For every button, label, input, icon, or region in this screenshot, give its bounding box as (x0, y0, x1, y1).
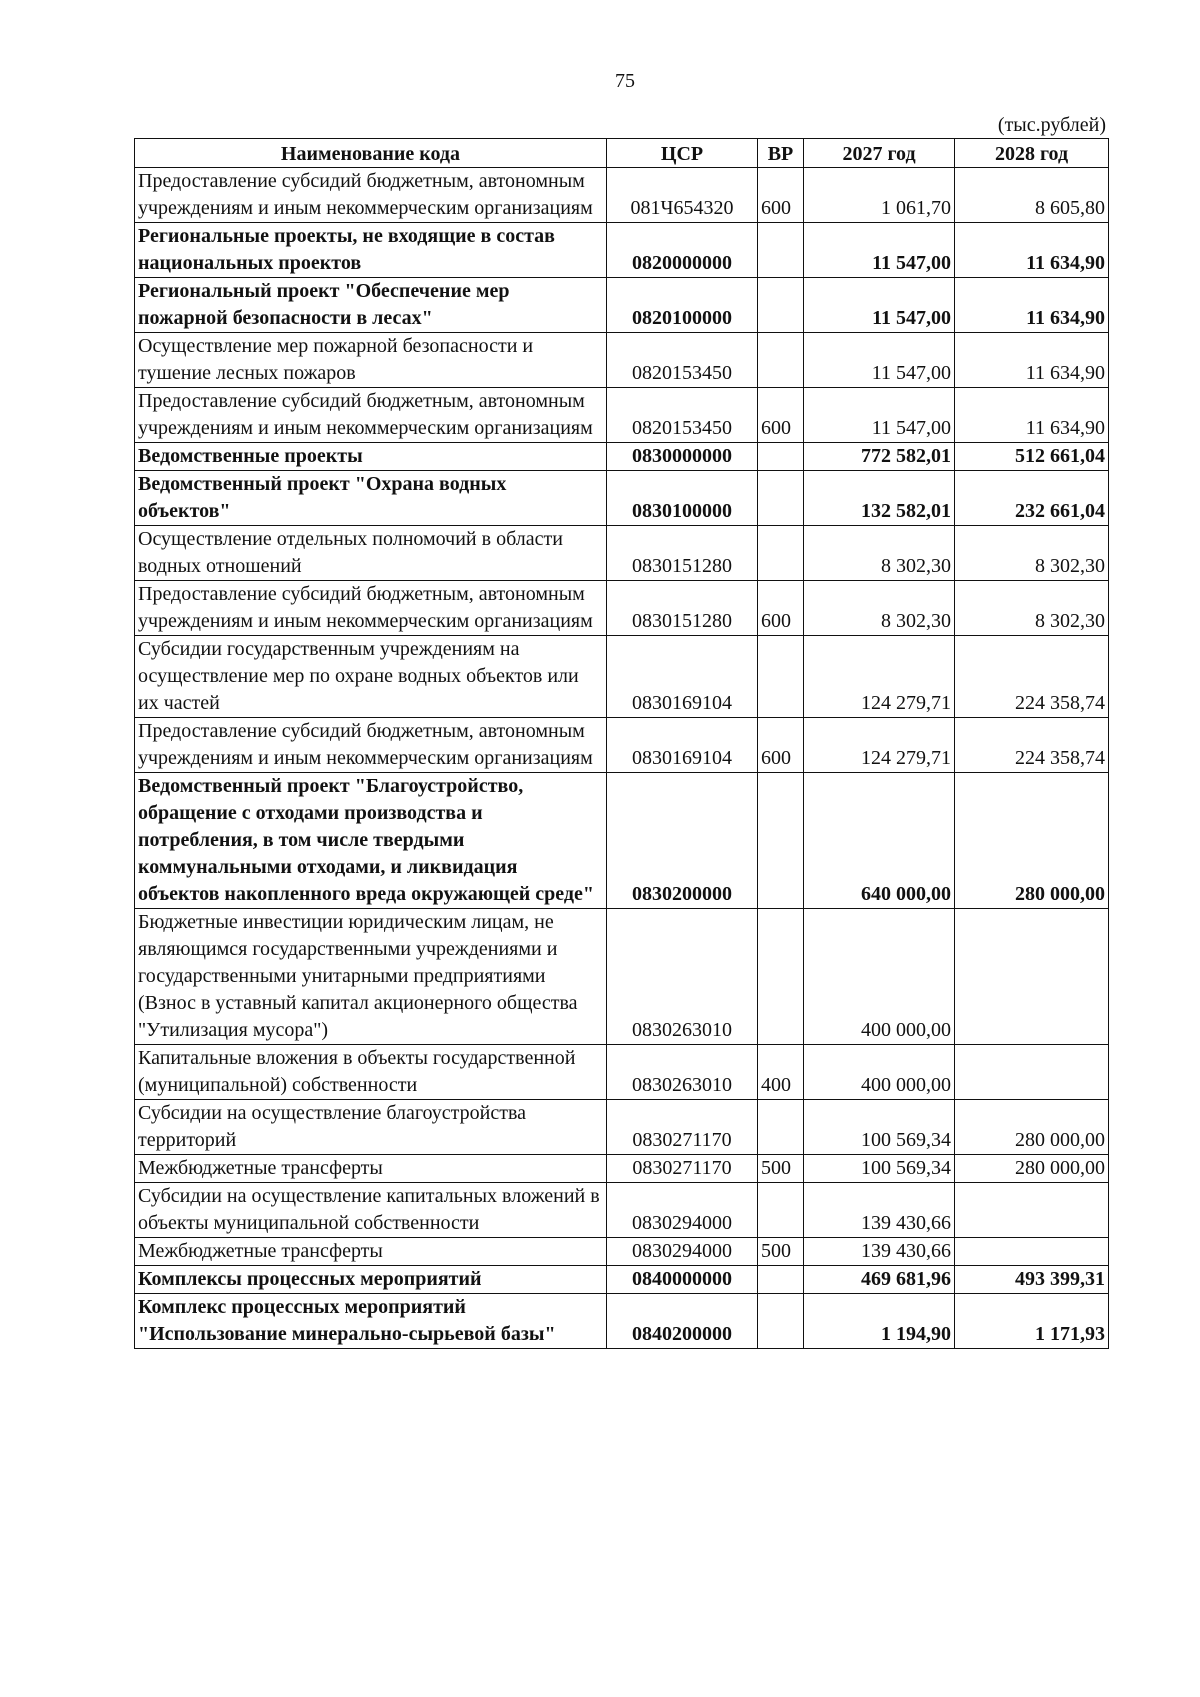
cell-2027: 100 569,34 (804, 1155, 955, 1183)
cell-2028 (955, 1183, 1109, 1238)
cell-2028: 8 605,80 (955, 168, 1109, 223)
table-row (135, 388, 1109, 443)
page-number: 75 (615, 70, 635, 92)
cell-csr: 0830100000 (607, 471, 758, 526)
cell-name: Субсидии на осуществление капитальных вложений в объекты муниципальной собственности (135, 1183, 607, 1238)
cell-csr: 0830294000 (607, 1238, 758, 1266)
cell-vr (758, 333, 804, 388)
cell-csr: 0820153450 (607, 388, 758, 443)
table-row (135, 333, 1109, 388)
cell-vr: 600 (758, 718, 804, 773)
cell-name: Ведомственный проект "Благоустройство, обращение с отходами производства и потребления, в том числе твердыми коммунальными отходами, и ликвидация объектов накопленного вреда окружающей среде" (135, 773, 607, 909)
cell-2027: 11 547,00 (804, 278, 955, 333)
cell-2028: 280 000,00 (955, 1100, 1109, 1155)
table-row (135, 168, 1109, 223)
cell-name: Осуществление мер пожарной безопасности и тушение лесных пожаров (135, 333, 607, 388)
cell-2027: 132 582,01 (804, 471, 955, 526)
header-name: Наименование кода (135, 139, 607, 168)
cell-name: Комплексы процессных мероприятий (135, 1266, 607, 1294)
cell-csr: 0830151280 (607, 526, 758, 581)
cell-csr: 0830169104 (607, 636, 758, 718)
cell-csr: 0840200000 (607, 1294, 758, 1349)
cell-csr: 0820000000 (607, 223, 758, 278)
header-2028: 2028 год (955, 139, 1109, 168)
table-row (135, 1100, 1109, 1155)
cell-name: Субсидии государственным учреждениям на осуществление мер по охране водных объектов или их частей (135, 636, 607, 718)
cell-2027: 8 302,30 (804, 581, 955, 636)
cell-2027: 772 582,01 (804, 443, 955, 471)
cell-name: Бюджетные инвестиции юридическим лицам, не являющимся государственными учреждениями и государственными унитарными предприятиями (Взнос в уставный капитал акционерного общества "Утилизация мусора") (135, 909, 607, 1045)
cell-2028: 1 171,93 (955, 1294, 1109, 1349)
cell-2027: 124 279,71 (804, 718, 955, 773)
table-row (135, 278, 1109, 333)
table-row (135, 443, 1109, 471)
cell-vr: 600 (758, 581, 804, 636)
cell-2028: 11 634,90 (955, 388, 1109, 443)
cell-2028: 224 358,74 (955, 636, 1109, 718)
cell-2027: 640 000,00 (804, 773, 955, 909)
cell-name: Капитальные вложения в объекты государственной (муниципальной) собственности (135, 1045, 607, 1100)
cell-2027: 100 569,34 (804, 1100, 955, 1155)
cell-vr (758, 443, 804, 471)
cell-2028 (955, 909, 1109, 1045)
cell-2028 (955, 1045, 1109, 1100)
cell-vr (758, 636, 804, 718)
cell-vr (758, 526, 804, 581)
units-note: (тыс.рублей) (997, 114, 1106, 136)
cell-2027: 124 279,71 (804, 636, 955, 718)
cell-csr: 081Ч654320 (607, 168, 758, 223)
cell-csr: 0830263010 (607, 1045, 758, 1100)
table-row (135, 718, 1109, 773)
cell-csr: 0830263010 (607, 909, 758, 1045)
cell-vr: 600 (758, 388, 804, 443)
cell-2028: 512 661,04 (955, 443, 1109, 471)
cell-csr: 0830151280 (607, 581, 758, 636)
cell-vr: 600 (758, 168, 804, 223)
cell-csr: 0830271170 (607, 1155, 758, 1183)
cell-vr (758, 1183, 804, 1238)
cell-name: Предоставление субсидий бюджетным, автономным учреждениям и иным некоммерческим организациям (135, 718, 607, 773)
header-2027: 2027 год (804, 139, 955, 168)
table-row (135, 1045, 1109, 1100)
cell-csr: 0830169104 (607, 718, 758, 773)
header-vr: ВР (758, 139, 804, 168)
cell-2027: 400 000,00 (804, 1045, 955, 1100)
cell-csr: 0830200000 (607, 773, 758, 909)
cell-vr (758, 278, 804, 333)
cell-name: Региональные проекты, не входящие в состав национальных проектов (135, 223, 607, 278)
cell-name: Комплекс процессных мероприятий "Использование минерально-сырьевой базы" (135, 1294, 607, 1349)
cell-2028: 11 634,90 (955, 278, 1109, 333)
cell-vr: 500 (758, 1155, 804, 1183)
cell-csr: 0840000000 (607, 1266, 758, 1294)
cell-csr: 0820153450 (607, 333, 758, 388)
table-row (135, 581, 1109, 636)
cell-name: Межбюджетные трансферты (135, 1238, 607, 1266)
table-header-row (135, 139, 1109, 168)
cell-2027: 139 430,66 (804, 1183, 955, 1238)
cell-vr (758, 1294, 804, 1349)
cell-vr (758, 1100, 804, 1155)
cell-2028 (955, 1238, 1109, 1266)
cell-vr (758, 471, 804, 526)
cell-2027: 139 430,66 (804, 1238, 955, 1266)
cell-csr: 0830000000 (607, 443, 758, 471)
cell-csr: 0830294000 (607, 1183, 758, 1238)
budget-table (134, 138, 1109, 1349)
table-row (135, 1183, 1109, 1238)
cell-2027: 11 547,00 (804, 388, 955, 443)
cell-2028: 8 302,30 (955, 526, 1109, 581)
cell-vr: 400 (758, 1045, 804, 1100)
cell-name: Ведомственные проекты (135, 443, 607, 471)
cell-2028: 11 634,90 (955, 333, 1109, 388)
cell-2027: 469 681,96 (804, 1266, 955, 1294)
cell-name: Региональный проект "Обеспечение мер пожарной безопасности в лесах" (135, 278, 607, 333)
cell-vr: 500 (758, 1238, 804, 1266)
table-row (135, 1238, 1109, 1266)
cell-vr (758, 773, 804, 909)
table-row (135, 636, 1109, 718)
cell-2027: 8 302,30 (804, 526, 955, 581)
table-row (135, 1294, 1109, 1349)
table-row (135, 526, 1109, 581)
cell-name: Предоставление субсидий бюджетным, автономным учреждениям и иным некоммерческим организациям (135, 581, 607, 636)
cell-2027: 1 194,90 (804, 1294, 955, 1349)
cell-vr (758, 1266, 804, 1294)
cell-2028: 280 000,00 (955, 1155, 1109, 1183)
table-row (135, 1266, 1109, 1294)
cell-vr (758, 223, 804, 278)
cell-name: Предоставление субсидий бюджетным, автономным учреждениям и иным некоммерческим организациям (135, 388, 607, 443)
table-row (135, 1155, 1109, 1183)
table-row (135, 471, 1109, 526)
cell-2028: 232 661,04 (955, 471, 1109, 526)
cell-2028: 8 302,30 (955, 581, 1109, 636)
cell-name: Межбюджетные трансферты (135, 1155, 607, 1183)
header-csr: ЦСР (607, 139, 758, 168)
table-row (135, 773, 1109, 909)
cell-vr (758, 909, 804, 1045)
table-body (135, 168, 1109, 1349)
cell-name: Предоставление субсидий бюджетным, автономным учреждениям и иным некоммерческим организациям (135, 168, 607, 223)
cell-2027: 11 547,00 (804, 333, 955, 388)
cell-name: Субсидии на осуществление благоустройства территорий (135, 1100, 607, 1155)
cell-name: Осуществление отдельных полномочий в области водных отношений (135, 526, 607, 581)
table-row (135, 909, 1109, 1045)
cell-2028: 493 399,31 (955, 1266, 1109, 1294)
cell-csr: 0820100000 (607, 278, 758, 333)
cell-2028: 224 358,74 (955, 718, 1109, 773)
cell-name: Ведомственный проект "Охрана водных объектов" (135, 471, 607, 526)
cell-2027: 11 547,00 (804, 223, 955, 278)
cell-2028: 280 000,00 (955, 773, 1109, 909)
table-row (135, 223, 1109, 278)
cell-2028: 11 634,90 (955, 223, 1109, 278)
cell-2027: 1 061,70 (804, 168, 955, 223)
cell-csr: 0830271170 (607, 1100, 758, 1155)
cell-2027: 400 000,00 (804, 909, 955, 1045)
